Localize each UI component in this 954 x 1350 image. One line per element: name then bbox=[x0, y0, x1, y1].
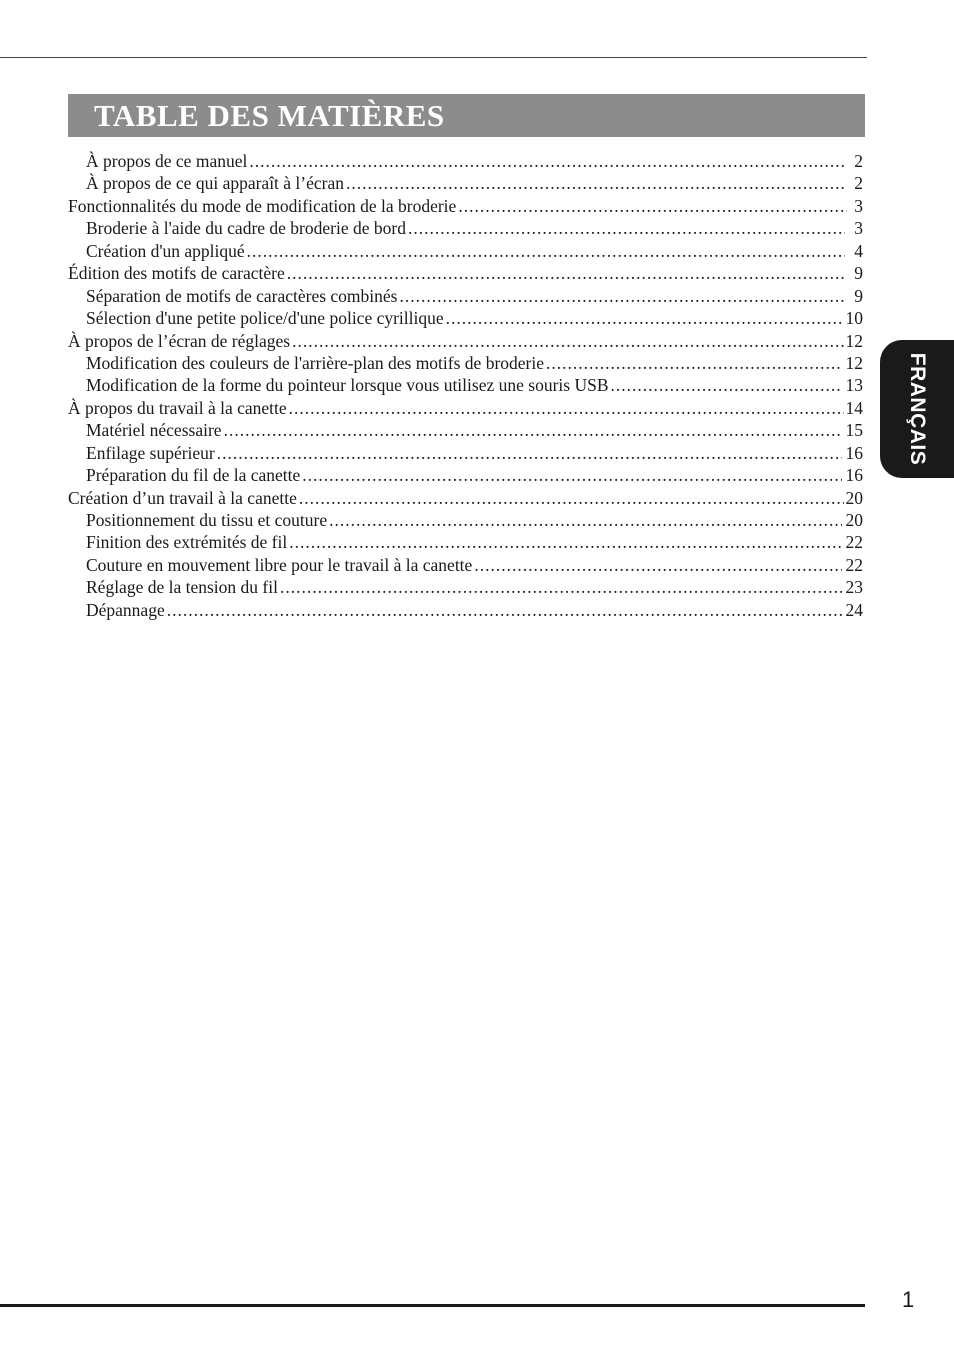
top-divider bbox=[0, 57, 867, 58]
toc-entry[interactable] bbox=[68, 509, 863, 531]
toc-entry[interactable] bbox=[68, 419, 863, 441]
toc-entry-page: 13 bbox=[845, 375, 863, 396]
toc-entry-label: Matériel nécessaire bbox=[86, 420, 222, 441]
toc-entry[interactable] bbox=[68, 172, 863, 194]
toc-entry-label: Fonctionnalités du mode de modification de la broderie bbox=[68, 195, 457, 216]
toc-entry-page: 9 bbox=[854, 285, 863, 306]
toc-dot-leader bbox=[289, 397, 844, 419]
toc-dot-leader bbox=[289, 531, 841, 553]
toc-entry-page: 9 bbox=[854, 263, 863, 284]
toc-entry-label: Dépannage bbox=[86, 599, 165, 620]
toc-dot-leader bbox=[280, 576, 842, 598]
toc-entry-label: Réglage de la tension du fil bbox=[86, 577, 278, 598]
toc-entry[interactable] bbox=[68, 464, 863, 486]
toc-dot-leader bbox=[217, 442, 842, 464]
page-number: 1 bbox=[902, 1287, 915, 1312]
toc-entry-label: Création d'un appliqué bbox=[86, 240, 245, 261]
toc-entry[interactable] bbox=[68, 599, 863, 621]
toc-entry-page: 12 bbox=[845, 352, 863, 373]
toc-entry-label: Modification de la forme du pointeur lorsque vous utilisez une souris USB bbox=[86, 375, 609, 396]
toc-entry-label: Séparation de motifs de caractères combinés bbox=[86, 285, 398, 306]
toc-entry-label: À propos de ce manuel bbox=[86, 151, 248, 171]
toc-entry[interactable] bbox=[68, 554, 863, 576]
toc-entry-page: 23 bbox=[845, 577, 863, 598]
toc-entry[interactable] bbox=[68, 217, 863, 239]
toc-entry-label: Positionnement du tissu et couture bbox=[86, 510, 328, 530]
toc-entry-page: 14 bbox=[845, 397, 863, 418]
toc-entry-label: Préparation du fil de la canette bbox=[86, 465, 301, 486]
toc-dot-leader bbox=[408, 217, 845, 239]
toc-entry-label: Création d’un travail à la canette bbox=[68, 487, 297, 508]
page-title: TABLE DES MATIÈRES bbox=[94, 98, 445, 133]
toc-entry[interactable] bbox=[68, 307, 863, 329]
toc-entry-page: 2 bbox=[854, 151, 863, 171]
toc-entry-page: 2 bbox=[854, 173, 863, 194]
toc-entry-page: 4 bbox=[854, 240, 863, 261]
toc-entry-label: Sélection d'une petite police/d'une police cyrillique bbox=[86, 308, 444, 329]
toc-entry-page: 12 bbox=[845, 330, 863, 351]
toc-entry-page: 3 bbox=[854, 218, 863, 239]
toc-entry[interactable] bbox=[68, 195, 863, 217]
toc-entry-page: 22 bbox=[845, 532, 863, 553]
toc-entry-label: À propos de l’écran de réglages bbox=[68, 330, 291, 351]
toc-entry[interactable] bbox=[68, 150, 863, 172]
toc-dot-leader bbox=[292, 330, 843, 352]
toc-dot-leader bbox=[302, 464, 841, 486]
toc-entry[interactable] bbox=[68, 240, 863, 262]
toc-entry[interactable] bbox=[68, 531, 863, 553]
toc-entry-page: 3 bbox=[854, 195, 863, 216]
toc-dot-leader bbox=[446, 307, 842, 329]
language-tab bbox=[880, 340, 954, 478]
toc-dot-leader bbox=[546, 352, 842, 374]
toc-entry-page: 16 bbox=[845, 465, 863, 486]
toc-entry[interactable] bbox=[68, 352, 863, 374]
toc-dot-leader bbox=[299, 487, 844, 509]
toc-entry[interactable] bbox=[68, 442, 863, 464]
toc-entry-label: Broderie à l'aide du cadre de broderie de bord bbox=[86, 218, 406, 239]
toc-entry[interactable] bbox=[68, 576, 863, 598]
toc-entry-label: À propos du travail à la canette bbox=[68, 397, 287, 418]
toc-dot-leader bbox=[346, 172, 845, 194]
toc-entry-label: Enfilage supérieur bbox=[86, 442, 215, 463]
toc-dot-leader bbox=[458, 195, 847, 217]
toc-dot-leader bbox=[611, 374, 842, 396]
toc-entry[interactable] bbox=[68, 285, 863, 307]
toc-entry-page: 24 bbox=[845, 599, 863, 620]
toc-dot-leader bbox=[399, 285, 845, 307]
toc-dot-leader bbox=[247, 240, 845, 262]
toc-entry-page: 10 bbox=[845, 308, 863, 329]
toc-entry[interactable] bbox=[68, 397, 863, 419]
toc-entry-label: Édition des motifs de caractère bbox=[68, 263, 285, 284]
toc-entry-label: Couture en mouvement libre pour le travail à la canette bbox=[86, 554, 473, 575]
table-of-contents bbox=[68, 150, 863, 621]
toc-dot-leader bbox=[474, 554, 841, 576]
toc-entry-label: Finition des extrémités de fil bbox=[86, 532, 288, 553]
toc-entry[interactable] bbox=[68, 487, 863, 509]
toc-entry-page: 20 bbox=[845, 510, 863, 530]
toc-entry-page: 16 bbox=[845, 442, 863, 463]
title-banner bbox=[68, 94, 865, 137]
bottom-divider bbox=[0, 1304, 865, 1307]
toc-dot-leader bbox=[329, 509, 841, 531]
toc-entry-label: À propos de ce qui apparaît à l’écran bbox=[86, 173, 345, 194]
toc-dot-leader bbox=[287, 262, 847, 284]
toc-entry[interactable] bbox=[68, 262, 863, 284]
toc-entry-page: 15 bbox=[845, 420, 863, 441]
toc-dot-leader bbox=[224, 419, 842, 441]
toc-entry[interactable] bbox=[68, 374, 863, 396]
toc-entry[interactable] bbox=[68, 330, 863, 352]
toc-dot-leader bbox=[249, 150, 845, 172]
toc-entry-page: 22 bbox=[845, 554, 863, 575]
language-tab-label: FRANÇAIS bbox=[906, 352, 929, 466]
toc-dot-leader bbox=[167, 599, 842, 621]
toc-entry-page: 20 bbox=[845, 487, 863, 508]
toc-entry-label: Modification des couleurs de l'arrière-plan des motifs de broderie bbox=[86, 352, 544, 373]
